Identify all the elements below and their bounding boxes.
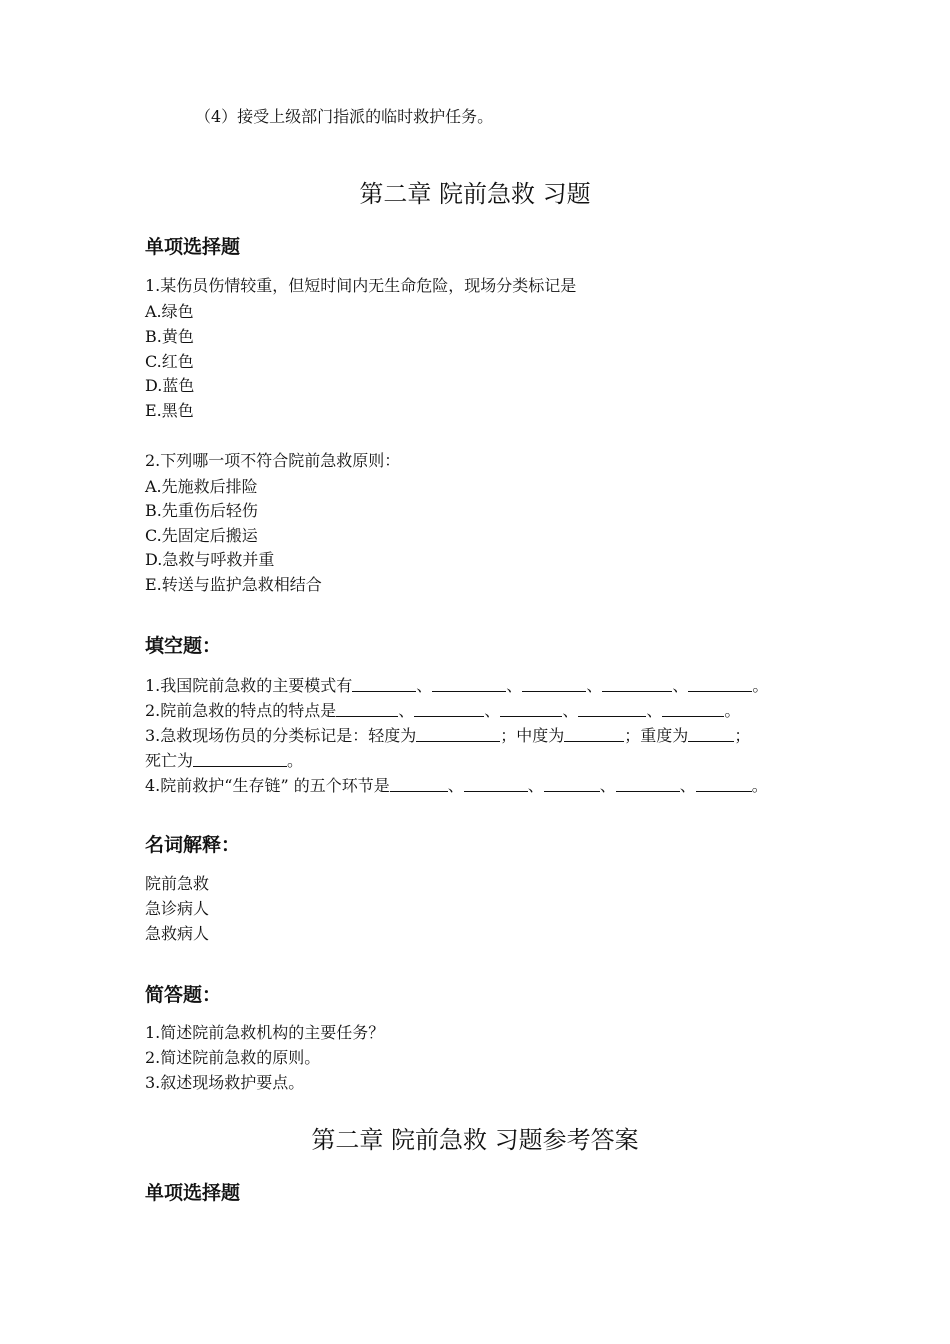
fill-1-blank-4[interactable] — [602, 675, 672, 692]
fill-3-blank-death[interactable] — [193, 750, 287, 767]
fill-4-blank-1[interactable] — [390, 775, 448, 792]
fill-4-blank-5[interactable] — [696, 775, 752, 792]
fill-3-prefix: 3.急救现场伤员的分类标记是：轻度为 — [145, 726, 417, 745]
fill-2-blank-5[interactable] — [662, 700, 724, 717]
q2-option-c: C.先固定后搬运 — [145, 526, 258, 545]
period: 。 — [751, 776, 768, 795]
fill-2-blank-4[interactable] — [578, 700, 646, 717]
comma: 、 — [646, 701, 663, 720]
q1-option-b: B.黄色 — [145, 327, 194, 346]
fill-3-end: ； — [734, 726, 751, 745]
q1-option-c: C.红色 — [145, 352, 194, 371]
q1-option-a: A.绿色 — [145, 302, 194, 321]
short-answer-item-3: 3.叙述现场救护要点。 — [145, 1073, 305, 1092]
comma: 、 — [586, 676, 603, 695]
comma: 、 — [672, 676, 689, 695]
q2-option-a: A.先施救后排险 — [145, 477, 258, 496]
fill-3-death-prefix: 死亡为 — [145, 751, 194, 770]
period: 。 — [752, 676, 769, 695]
period: 。 — [724, 701, 741, 720]
choice-heading: 单项选择题 — [145, 236, 241, 258]
short-answer-heading: 简答题： — [145, 984, 222, 1006]
comma: 、 — [527, 776, 544, 795]
comma: 、 — [416, 676, 433, 695]
comma: 、 — [484, 701, 501, 720]
fill-question-3 — [145, 725, 750, 746]
fill-3-mid2: ；重度为 — [624, 726, 689, 745]
fill-heading: 填空题： — [145, 635, 222, 657]
fill-1-blank-2[interactable] — [432, 675, 506, 692]
fill-4-blank-4[interactable] — [616, 775, 680, 792]
fill-2-prefix: 2.院前急救的特点的特点是 — [145, 701, 337, 720]
short-answer-item-2: 2.简述院前急救的原则。 — [145, 1048, 321, 1067]
fill-4-blank-2[interactable] — [464, 775, 528, 792]
term-item-3: 急救病人 — [145, 924, 210, 943]
q1-option-e: E.黑色 — [145, 401, 194, 420]
fill-3-blank-mild[interactable] — [416, 725, 500, 742]
fill-question-2 — [145, 700, 740, 721]
fill-question-1 — [145, 675, 768, 696]
fill-3-blank-severe[interactable] — [688, 725, 734, 742]
comma: 、 — [506, 676, 523, 695]
chapter-title: 第二章 院前急救 习题 — [359, 180, 591, 208]
fill-1-blank-3[interactable] — [522, 675, 586, 692]
comma: 、 — [447, 776, 464, 795]
fill-2-blank-1[interactable] — [336, 700, 398, 717]
answer-heading: 单项选择题 — [145, 1182, 241, 1204]
fill-4-blank-3[interactable] — [544, 775, 600, 792]
comma: 、 — [599, 776, 616, 795]
terms-heading: 名词解释： — [145, 834, 241, 856]
q2-option-b: B.先重伤后轻伤 — [145, 501, 258, 520]
fill-1-blank-5[interactable] — [688, 675, 752, 692]
q1-option-d: D.蓝色 — [145, 376, 195, 395]
intro-line: （4）接受上级部门指派的临时救护任务。 — [195, 107, 494, 126]
fill-3-mid1: ；中度为 — [500, 726, 565, 745]
period: 。 — [287, 751, 304, 770]
fill-question-3-line-2 — [145, 750, 303, 771]
term-item-1: 院前急救 — [145, 874, 210, 893]
fill-4-prefix: 4.院前救护“生存链” 的五个环节是 — [145, 776, 390, 795]
fill-1-blank-1[interactable] — [352, 675, 416, 692]
comma: 、 — [679, 776, 696, 795]
q2-option-e: E.转送与监护急救相结合 — [145, 575, 322, 594]
short-answer-item-1: 1.简述院前急救机构的主要任务？ — [145, 1023, 385, 1042]
comma: 、 — [398, 701, 415, 720]
fill-2-blank-2[interactable] — [414, 700, 484, 717]
fill-question-4 — [145, 775, 768, 796]
q2-option-d: D.急救与呼救并重 — [145, 550, 275, 569]
term-item-2: 急诊病人 — [145, 899, 210, 918]
fill-2-blank-3[interactable] — [500, 700, 562, 717]
q1-stem: 1.某伤员伤情较重，但短时间内无生命危险，现场分类标记是 — [145, 276, 577, 295]
answer-title: 第二章 院前急救 习题参考答案 — [311, 1126, 639, 1154]
comma: 、 — [562, 701, 579, 720]
q2-stem: 2.下列哪一项不符合院前急救原则： — [145, 451, 401, 470]
fill-1-prefix: 1.我国院前急救的主要模式有 — [145, 676, 353, 695]
fill-3-blank-moderate[interactable] — [564, 725, 624, 742]
